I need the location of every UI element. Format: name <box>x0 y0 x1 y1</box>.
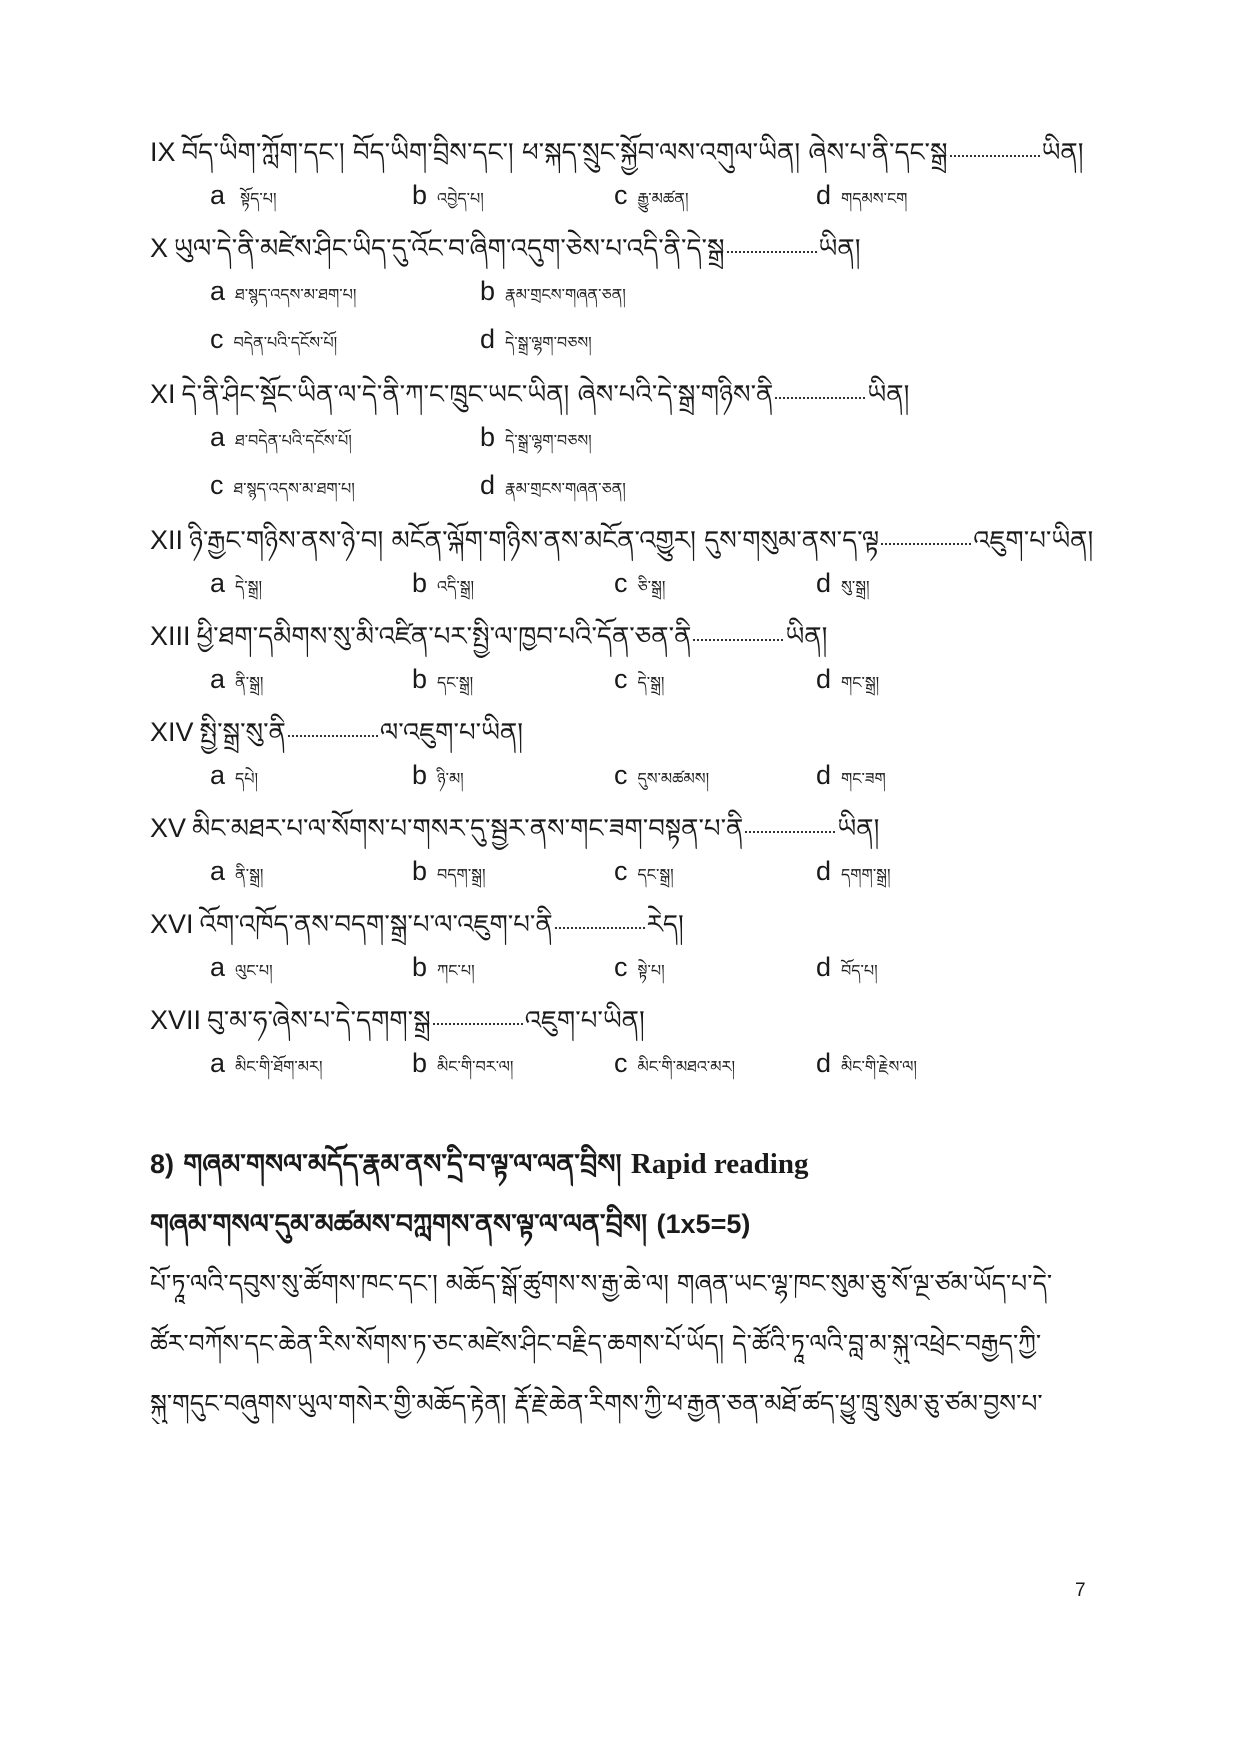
question-row <box>150 616 1161 657</box>
option-letter: b <box>412 760 428 790</box>
blank-line <box>693 625 783 641</box>
blank-line <box>727 237 817 253</box>
question-row <box>150 374 1161 415</box>
question-text: ཡུལ་དེ་ནི་མཛེས་ཤིང་ཡིད་དུ་འོང་བ་ཞིག་འདུག་ཅེས་པ་འདི་ནི་དེ་སྒྲ <box>174 234 725 264</box>
option-letter: b <box>412 664 428 694</box>
option-letter: b <box>480 276 496 306</box>
option-d <box>816 568 870 614</box>
option-letter: a <box>210 856 226 886</box>
option-text: མིང་གི་མཐའ་མར། <box>637 1057 736 1076</box>
option-text: མིང་གི་ཐོག་མར། <box>235 1057 323 1076</box>
option-letter: b <box>412 856 428 886</box>
option-text: ཐ་སྙད་འདས་མ་ཐག་པ། <box>235 285 357 304</box>
option-d <box>816 1048 917 1094</box>
option-text: གང་ཟག <box>841 769 886 788</box>
option-letter: c <box>614 664 628 694</box>
blank-line <box>555 913 645 929</box>
question-row <box>150 1000 1161 1041</box>
option-a <box>210 422 352 468</box>
option-text: བདེན་པའི་དངོས་པོ། <box>233 333 338 352</box>
section-title-tibetan: གཞམ་གསལ་མདོད་རྣམ་ནས་དྲི་བ་ལྟ་ལ་ལན་བྲིས། <box>183 1149 622 1180</box>
option-d <box>816 856 891 902</box>
option-letter: c <box>614 568 628 598</box>
question-suffix: རེད། <box>646 910 684 940</box>
question-number: XIV <box>150 717 194 747</box>
option-d <box>480 470 626 516</box>
option-b <box>480 422 592 468</box>
option-c <box>614 180 689 226</box>
option-letter: a <box>210 276 226 306</box>
question-suffix: ཡིན། <box>837 814 880 844</box>
option-d <box>816 952 878 998</box>
option-text: སུ་སྒྲ། <box>841 577 870 596</box>
option-text: བོད་པ། <box>841 961 878 980</box>
question-suffix: ཡིན། <box>1041 138 1084 168</box>
option-b <box>412 856 486 902</box>
option-letter: a <box>210 1048 226 1078</box>
option-a <box>210 568 262 614</box>
option-b <box>480 276 626 322</box>
section-number: 8) <box>150 1149 175 1179</box>
question-text: མིང་མཐར་པ་ལ་སོགས་པ་གསར་དུ་སྦྱར་ནས་གང་ཟག་བསྟན་པ་ནི <box>192 814 744 844</box>
option-a <box>210 180 277 226</box>
option-text: དེ་སྒྲ་ལྷག་བཅས། <box>505 333 592 352</box>
question-number: XII <box>150 525 184 555</box>
option-text: ཅི་སྒྲ། <box>637 577 666 596</box>
option-letter: d <box>816 760 832 790</box>
option-letter: c <box>614 856 628 886</box>
question-number: IX <box>150 137 176 167</box>
option-text: དུས་མཚམས། <box>637 769 710 788</box>
option-text: གདམས་ངག <box>841 189 908 208</box>
option-letter: c <box>614 952 628 982</box>
option-text: དང་སྒྲ། <box>437 673 474 692</box>
option-text: རྣམ་གྲངས་གཞན་ཅན། <box>505 285 626 304</box>
question-row <box>150 712 1161 753</box>
option-d <box>816 664 879 710</box>
option-c <box>614 856 674 902</box>
question-text: ཉི་རྒྱང་གཉིས་ནས་ཉེ་བ། མངོན་ལྐོག་གཉིས་ནས་མངོན་འགྱུར། དུས་གསུམ་ནས་ད་ལྟ <box>189 526 880 556</box>
option-text: དང་སྒྲ། <box>637 865 674 884</box>
option-text: དེ་སྒྲ། <box>637 673 665 692</box>
question-suffix: ལ་འཇུག་པ་ཡིན། <box>379 718 524 748</box>
option-letter: d <box>816 856 832 886</box>
option-letter: c <box>614 180 628 210</box>
question-number: XVII <box>150 1005 202 1035</box>
paragraph-line: ཚོར་བཀོས་དང་ཆེན་རིས་སོགས་ཏ་ཅང་མཛེས་ཤིང་བརྗིད་ཆགས་པོ་ཡོད། དེ་ཚོའི་ཏཱ་ལའི་བླ་མ་སྐུ་འཕྲེང་བརྒྱད་ཀྱི་ <box>150 1329 1042 1358</box>
option-letter: a <box>210 664 226 694</box>
option-letter: d <box>816 568 832 598</box>
blank-line <box>881 529 971 545</box>
option-letter: b <box>412 1048 428 1078</box>
option-a <box>210 1048 323 1094</box>
option-letter: d <box>816 952 832 982</box>
option-text: དཔེ། <box>235 769 259 788</box>
question-text: བོད་ཡིག་ཀློག་དང་། བོད་ཡིག་བྲིས་དང་། ཕ་སྐད་སྲུང་སྐྱོབ་ལས་འགུལ་ཡིན། ཞེས་པ་ནི་དང་སྒྲ <box>181 138 948 168</box>
question-number: XIII <box>150 621 191 651</box>
question-row <box>150 132 1161 173</box>
option-text: ནི་སྒྲ། <box>235 673 264 692</box>
option-text: སྟོད་པ། <box>235 189 277 208</box>
question-suffix: ཡིན། <box>785 622 828 652</box>
question-suffix: འཇུག་པ་ཡིན། <box>973 526 1094 556</box>
option-c <box>210 324 337 370</box>
question-row <box>150 904 1161 945</box>
option-letter: a <box>210 568 226 598</box>
option-b <box>412 760 464 806</box>
section-subtitle-tibetan: གཞམ་གསལ་དུམ་མཚམས་བཀླགས་ནས་ལྟ་ལ་ལན་བྲིས། <box>150 1209 648 1240</box>
option-text: དེ་སྒྲ་ལྷག་བཅས། <box>505 431 592 450</box>
option-text: དགག་སྒྲ། <box>841 865 891 884</box>
option-letter: c <box>614 1048 628 1078</box>
question-number: XVI <box>150 909 194 939</box>
question-text: བུ་མ་ཧ་ཞེས་པ་དེ་དགག་སྒྲ <box>207 1006 431 1036</box>
option-letter: c <box>210 470 224 500</box>
question-text: དེ་ནི་ཤིང་སྡོང་ཡིན་ལ་དེ་ནི་ཀ་ང་ཁྲུང་ཡང་ཡིན། ཞེས་པའི་དེ་སྒྲ་གཉིས་ནི <box>181 380 774 410</box>
option-c <box>614 952 665 998</box>
section-subtitle <box>150 1204 750 1245</box>
question-suffix: ཡིན། <box>818 234 861 264</box>
blank-line <box>950 141 1040 157</box>
option-b <box>412 568 474 614</box>
option-c <box>614 1048 735 1094</box>
option-text: ཀང་པ། <box>437 961 475 980</box>
option-a <box>210 952 273 998</box>
option-text: མིང་གི་བར་ལ། <box>437 1057 514 1076</box>
paragraph-line: སྐུ་གདུང་བཞུགས་ཡུལ་གསེར་གྱི་མཆོད་རྟེན། རྡོ་རྗེ་ཆེན་རིགས་ཀྱི་ཕ་རྒྱན་ཅན་མཐོ་ཚད་ཕྱུ་ཁྲུ་སུམ་ཅུ་ཙམ་བྱས་པ་ <box>150 1389 1043 1418</box>
option-a <box>210 856 263 902</box>
option-d <box>480 324 592 370</box>
question-row <box>150 520 1161 561</box>
option-c <box>614 664 664 710</box>
option-letter: a <box>210 180 226 210</box>
question-suffix: ཡིན། <box>867 380 910 410</box>
question-text: ཕྱི་ཐག་དམིགས་སུ་མི་འཛིན་པར་སྤྱི་ལ་ཁྱབ་པའི་དོན་ཅན་ནི <box>196 622 692 652</box>
option-text: ཐ་བདེན་པའི་དངོས་པོ། <box>235 431 352 450</box>
blank-line <box>288 721 378 737</box>
option-letter: d <box>480 470 496 500</box>
option-text: ལུང་པ། <box>235 961 273 980</box>
section-title <box>150 1144 808 1185</box>
section-title-english: Rapid reading <box>630 1148 809 1180</box>
option-text: འབྱེད་པ། <box>437 189 484 208</box>
paragraph-line: པོ་ཏཱ་ལའི་དབུས་སུ་ཚོགས་ཁང་དང་། མཆོད་སྒོ་ཚུགས་ས་རྒྱ་ཆེ་ལ། གཞན་ཡང་ལྷ་ཁང་སུམ་ཅུ་སོ་ལྔ་ཙམ་ཡོད་པ་དེ་ <box>150 1269 1053 1298</box>
option-letter: b <box>412 568 428 598</box>
option-letter: d <box>816 180 832 210</box>
blank-line <box>433 1009 523 1025</box>
option-text: ཉི་མ། <box>437 769 464 788</box>
option-text: ཐ་སྙད་འདས་མ་ཐག་པ། <box>233 479 355 498</box>
blank-line <box>745 817 835 833</box>
section-marks: (1x5=5) <box>656 1209 751 1239</box>
option-a <box>210 664 263 710</box>
option-text: རྣམ་གྲངས་གཞན་ཅན། <box>505 479 626 498</box>
option-letter: d <box>480 324 496 354</box>
option-letter: c <box>614 760 628 790</box>
option-d <box>816 760 886 806</box>
option-text: བདག་སྒྲ། <box>437 865 486 884</box>
option-d <box>816 180 907 226</box>
option-text: དེ་སྒྲ། <box>235 577 263 596</box>
option-letter: c <box>210 324 224 354</box>
option-text: སྟེ་པ། <box>637 961 665 980</box>
option-letter: a <box>210 952 226 982</box>
option-text: གང་སྒྲ། <box>841 673 880 692</box>
option-b <box>412 180 484 226</box>
option-letter: a <box>210 760 226 790</box>
question-row <box>150 228 1161 269</box>
option-text: རྒྱུ་མཚན། <box>637 189 689 208</box>
blank-line <box>775 383 865 399</box>
option-letter: a <box>210 422 226 452</box>
option-letter: d <box>816 664 832 694</box>
option-text: མིང་གི་རྗེས་ལ། <box>841 1057 917 1076</box>
option-letter: b <box>480 422 496 452</box>
option-letter: b <box>412 952 428 982</box>
option-a <box>210 276 356 322</box>
option-b <box>412 664 473 710</box>
option-b <box>412 952 475 998</box>
question-number: X <box>150 233 169 263</box>
option-text: འདི་སྒྲ། <box>437 577 475 596</box>
option-text: ནི་སྒྲ། <box>235 865 264 884</box>
question-suffix: འཇུག་པ་ཡིན། <box>524 1006 645 1036</box>
question-text: འོག་འཁོད་ནས་བདག་སྒྲ་པ་ལ་འཇུག་པ་ནི <box>199 910 553 940</box>
option-c <box>210 470 355 516</box>
question-row <box>150 808 1161 849</box>
option-b <box>412 1048 513 1094</box>
option-c <box>614 568 665 614</box>
option-a <box>210 760 258 806</box>
page-number: 7 <box>1075 1580 1086 1601</box>
question-number: XV <box>150 813 187 843</box>
question-text: སྤྱི་སྒྲ་སུ་ནི <box>199 718 286 748</box>
option-letter: d <box>816 1048 832 1078</box>
question-number: XI <box>150 379 176 409</box>
option-letter: b <box>412 180 428 210</box>
option-c <box>614 760 709 806</box>
